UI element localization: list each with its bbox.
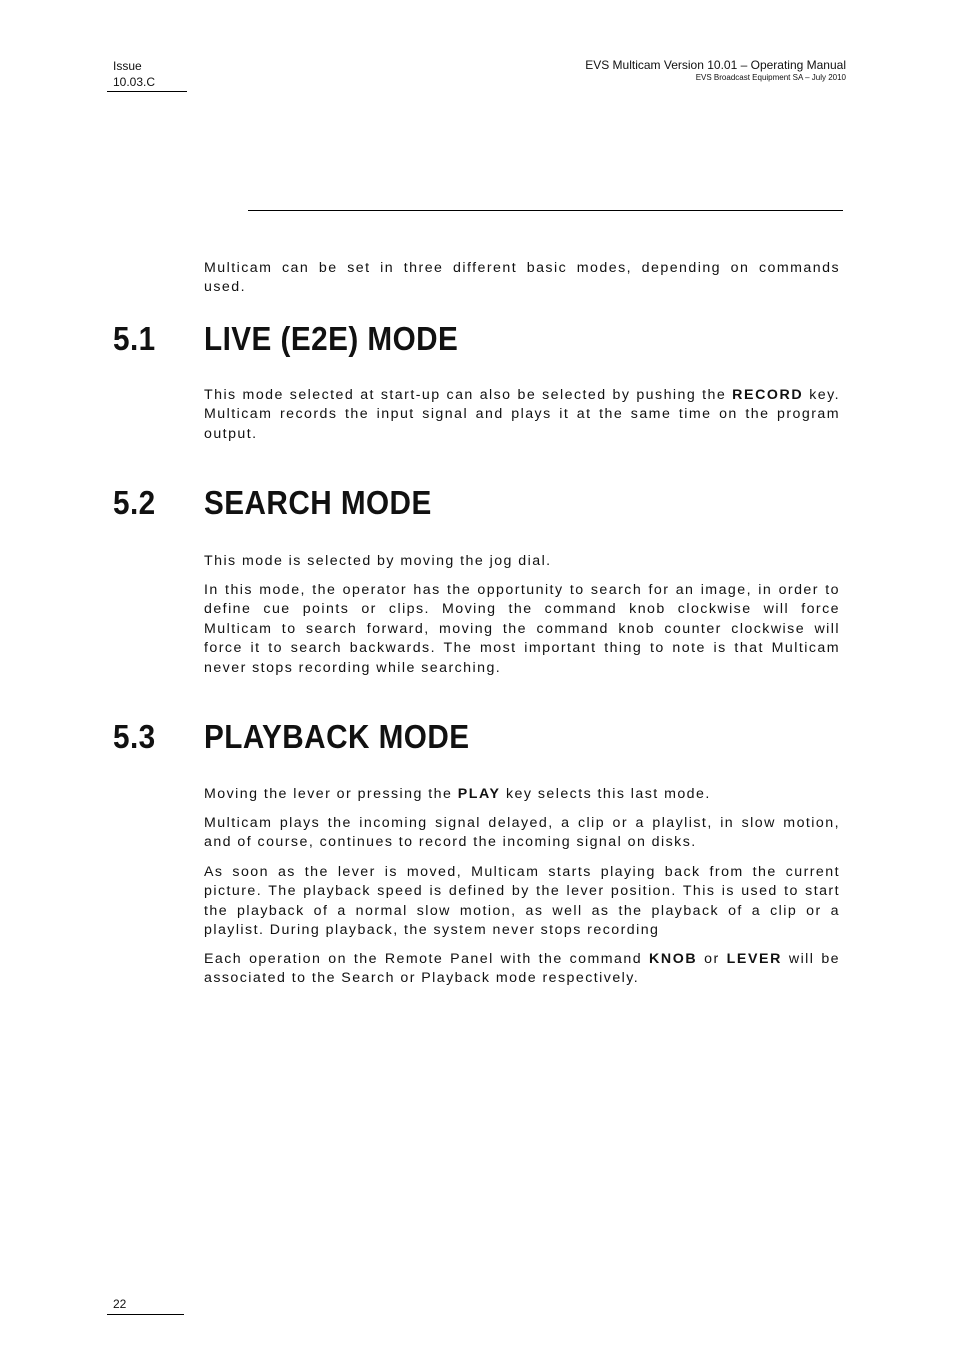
header-rule: [107, 91, 187, 92]
chapter-divider: [248, 210, 843, 211]
text-run: Moving the lever or pressing the: [204, 786, 458, 802]
section-paragraph: As soon as the lever is moved, Multicam starts playing back from the current picture. The playback speed is defined by the lever position. This is used to start the playback of a normal slow motion, as well as the playback of a clip or a playlist. During playback, the system never stops recording: [204, 864, 840, 939]
header-issue: [113, 58, 155, 90]
text-run: or: [697, 951, 727, 967]
key-name: LEVER: [726, 951, 782, 967]
issue-label: Issue: [113, 59, 142, 73]
section-title: LIVE (E2E) MODE: [204, 320, 459, 357]
key-name: PLAY: [457, 786, 501, 802]
section-title: PLAYBACK MODE: [204, 718, 470, 755]
footer-rule: [107, 1314, 184, 1315]
section-number: 5.3: [113, 718, 156, 755]
manual-title: EVS Multicam Version 10.01 – Operating Manual: [585, 58, 846, 72]
text-run: will be associated to the Search or Playback mode respectively.: [204, 951, 840, 987]
text-run: Each operation on the Remote Panel with the command: [204, 951, 650, 967]
text-run: key selects this last mode.: [500, 786, 711, 802]
section-paragraph: [204, 785, 840, 804]
section-paragraph: This mode is selected by moving the jog dial.: [204, 553, 552, 569]
text-run: key. Multicam records the input signal and plays it at the same time on the program output.: [204, 387, 840, 442]
intro-paragraph: Multicam can be set in three different basic modes, depending on commands used.: [204, 260, 840, 296]
section-paragraph: In this mode, the operator has the opportunity to search for an image, in order to define cue points or clips. Moving the command knob clockwise will force Multicam to search forward, moving the command knob counter clockwise will force it to search backwards. The most important thing to note is that Multicam never stops recording while searching.: [204, 582, 840, 676]
header-manual: [585, 58, 846, 83]
issue-number: 10.03.C: [113, 75, 156, 89]
section-paragraph: [204, 950, 840, 989]
section-paragraph: [204, 386, 840, 444]
text-run: This mode selected at start-up can also be selected by pushing the: [204, 387, 733, 403]
section-number: 5.1: [113, 320, 156, 357]
key-name: KNOB: [649, 951, 698, 967]
key-name: RECORD: [732, 387, 804, 403]
page-footer: [113, 1296, 126, 1312]
section-title: SEARCH MODE: [204, 484, 432, 521]
section-number: 5.2: [113, 484, 156, 521]
publisher-line: EVS Broadcast Equipment SA – July 2010: [695, 73, 846, 82]
section-paragraph: Multicam plays the incoming signal delayed, a clip or a playlist, in slow motion, and of course, continues to record the incoming signal on disks.: [204, 815, 840, 851]
page-number: 22: [113, 1297, 127, 1311]
